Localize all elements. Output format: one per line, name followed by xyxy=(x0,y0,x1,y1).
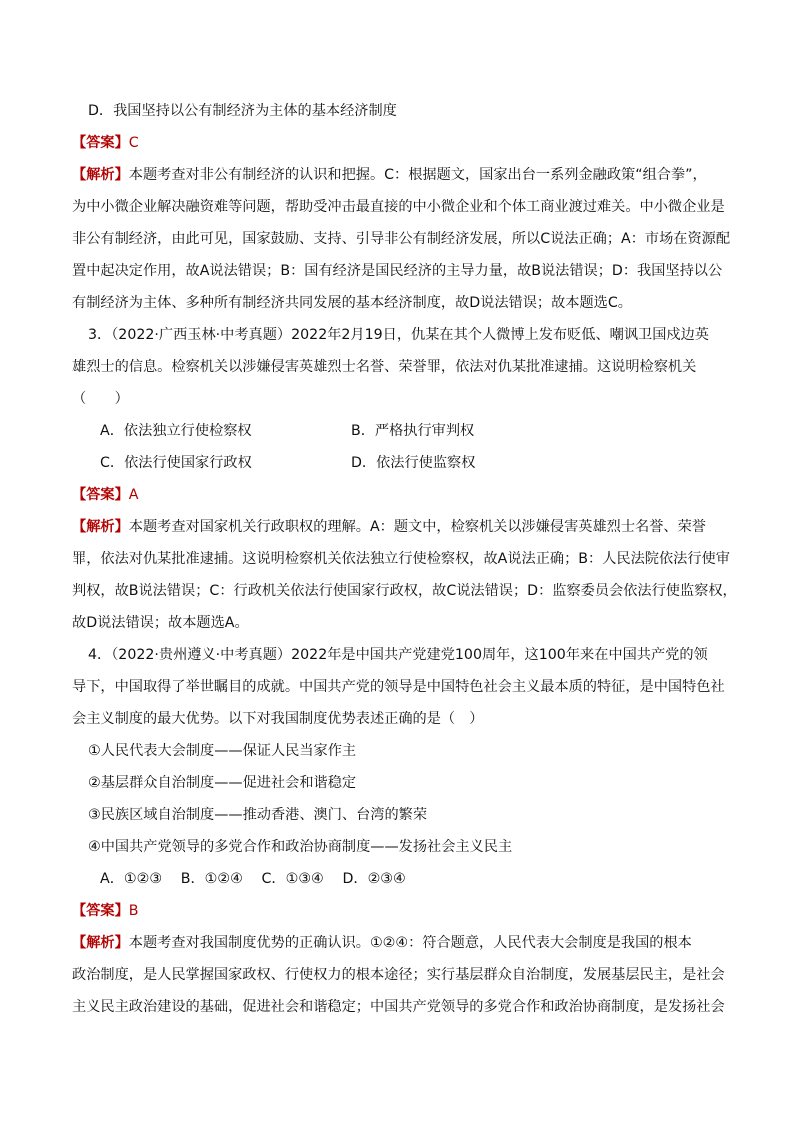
q4-item: ④中国共产党领导的多党合作和政治协商制度——发扬社会主义民主 xyxy=(88,839,513,855)
q3-option-a: A．依法独立行使检察权 xyxy=(100,423,252,439)
q2-analysis-line: 有制经济为主体、多种所有制经济共同发展的基本经济制度，故D说法错误；故本题选C。 xyxy=(72,295,632,311)
q3-stem-line: 3．（2022·广西玉林·中考真题）2022年2月19日，仇某在其个人微博上发布贬低、嘲讽卫国戍边英 xyxy=(88,327,709,343)
q4-choices: A．①②③ B．①②④ C．①③④ D．②③④ xyxy=(100,871,406,887)
q4-stem-line: 4．（2022·贵州遵义·中考真题）2022年是中国共产党建党100周年，这100年来在中国共产党的领 xyxy=(88,647,708,663)
q3-analysis-line: 故D说法错误；故本题选A。 xyxy=(72,615,249,631)
q3-option-b: B．严格执行审判权 xyxy=(351,423,475,439)
q2-analysis-line: 非公有制经济，由此可见，国家鼓励、支持、引导非公有制经济发展，所以C说法正确；A：市场在资源配 xyxy=(72,231,731,247)
q3-analysis-line: 【解析】本题考查对国家机关行政职权的理解。A：题文中，检察机关以涉嫌侵害英雄烈士名誉、荣誉 xyxy=(72,519,706,535)
q4-item: ③民族区域自治制度——推动香港、澳门、台湾的繁荣 xyxy=(88,807,428,823)
analysis-tag: 【解析】 xyxy=(72,519,129,535)
q3-option-d: D．依法行使监察权 xyxy=(351,455,476,471)
q3-stem-line: （ ） xyxy=(72,391,129,407)
answer-value: B xyxy=(128,903,139,919)
answer-value: C xyxy=(128,135,139,151)
q4-analysis-line: 政治制度，是人民掌握国家政权、行使权力的根本途径；实行基层群众自治制度，发展基层民主，是社会 xyxy=(72,967,725,983)
q3-option-c: C．依法行使国家行政权 xyxy=(100,455,252,471)
q3-stem-line: 雄烈士的信息。检察机关以涉嫌侵害英雄烈士名誉、荣誉罪，依法对仇某批准逮捕。这说明检察机关 xyxy=(72,359,697,375)
q2-analysis-line: 【解析】本题考查对非公有制经济的认识和把握。C：根据题文，国家出台一系列金融政策“组合拳”， xyxy=(72,167,707,183)
answer-tag: 【答案】 xyxy=(72,903,129,919)
q2-analysis-line: 置中起决定作用，故A说法错误；B：国有经济是国民经济的主导力量，故B说法错误；D：我国坚持以公 xyxy=(72,263,723,279)
q2-option-d: D．我国坚持以公有制经济为主体的基本经济制度 xyxy=(88,103,397,119)
q3-analysis-line: 罪，依法对仇某批准逮捕。这说明检察机关依法独立行使检察权，故A说法正确；B：人民法院依法行使审 xyxy=(72,551,730,567)
q4-item: ②基层群众自治制度——促进社会和谐稳定 xyxy=(88,775,357,791)
q4-stem-line: 导下，中国取得了举世瞩目的成就。中国共产党的领导是中国特色社会主义最本质的特征，是中国特色社 xyxy=(72,679,725,695)
q3-answer xyxy=(72,485,724,505)
q4-answer xyxy=(72,901,724,921)
analysis-tag: 【解析】 xyxy=(72,167,129,183)
q2-answer xyxy=(72,133,724,153)
q4-analysis-line: 【解析】本题考查对我国制度优势的正确认识。①②④：符合题意，人民代表大会制度是我国的根本 xyxy=(72,935,692,951)
answer-tag: 【答案】 xyxy=(72,487,129,503)
q4-stem-line: 会主义制度的最大优势。以下对我国制度优势表述正确的是（ ） xyxy=(72,711,484,727)
analysis-tag: 【解析】 xyxy=(72,935,129,951)
q4-item: ①人民代表大会制度——保证人民当家作主 xyxy=(88,743,357,759)
answer-value: A xyxy=(128,487,139,503)
answer-tag: 【答案】 xyxy=(72,135,129,151)
q4-analysis-line: 主义民主政治建设的基础，促进社会和谐稳定；中国共产党领导的多党合作和政治协商制度，是发扬社会 xyxy=(72,999,725,1015)
q3-analysis-line: 判权，故B说法错误；C：行政机关依法行使国家行政权，故C说法错误；D：监察委员会依法行使监察权， xyxy=(72,583,737,599)
q2-analysis-line: 为中小微企业解决融资难等问题，帮助受冲击最直接的中小微企业和个体工商业渡过难关。中小微企业是 xyxy=(72,199,725,215)
